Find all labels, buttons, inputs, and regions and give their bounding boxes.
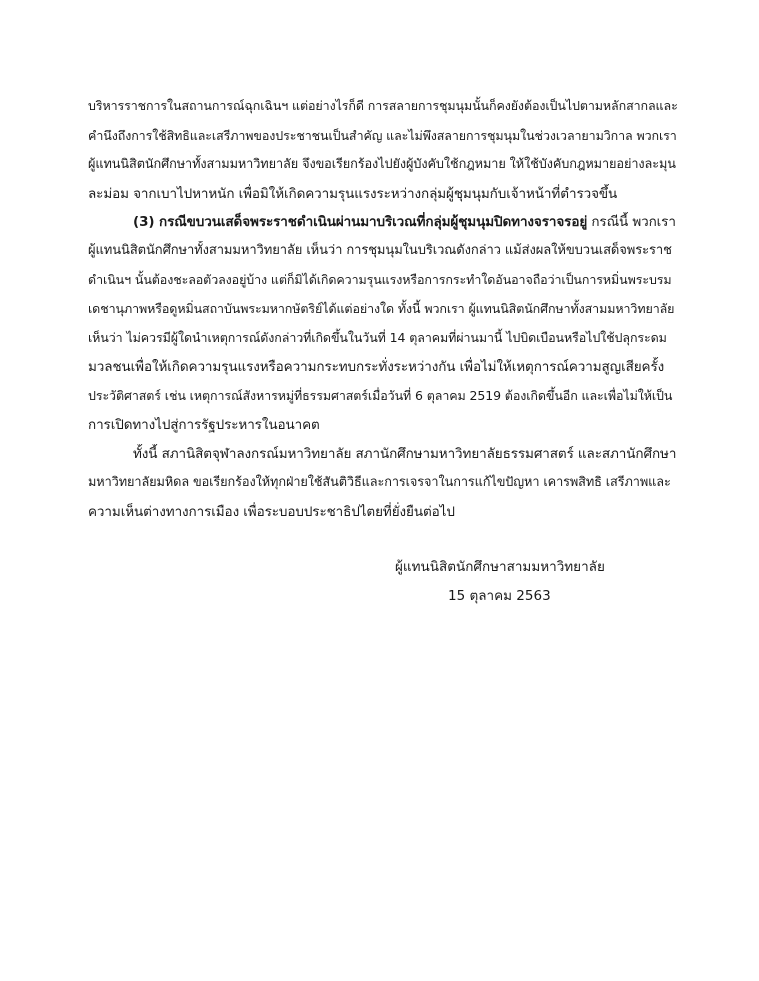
paragraph-3-first-line	[133, 212, 678, 234]
paragraph-line: ผู้แทนนิสิตนักศึกษาทั้งสามมหาวิทยาลัย จึงขอเรียกร้องไปยังผู้บังคับใช้กฎหมาย ให้ใช้บังคับกฎหมายอย่างละมุน	[88, 157, 676, 172]
paragraph-line: ประวัติศาสตร์ เช่น เหตุการณ์สังหารหมู่ที่ธรรมศาสตร์เมื่อวันที่ 6 ตุลาคม 2519 ต้องเกิดขึ้นอีก และเพื่อไม่ให้เป็น	[88, 388, 673, 403]
paragraph-line: มหาวิทยาลัยมหิดล ขอเรียกร้องให้ทุกฝ่ายใช้สันติวิธีและการเจรจาในการแก้ไขปัญหา เคารพสิทธิ เสรีภาพและ	[88, 475, 671, 490]
paragraph-line: มวลชนเพื่อให้เกิดความรุนแรงหรือความกระทบกระทั่งระหว่างกัน เพื่อไม่ให้เหตุการณ์ความสูญเสียครั้ง	[88, 359, 665, 375]
signature-date: 15 ตุลาคม 2563	[448, 588, 551, 604]
paragraph-3-first-line-rest: กรณีนี้ พวกเรา	[587, 214, 676, 230]
paragraph-line: ดำเนินฯ นั้นต้องชะลอตัวลงอยู่บ้าง แต่ก็มิได้เกิดความรุนแรงหรือการกระทำใดอันอาจถือว่าเป็นการหมิ่นพระบรม	[88, 272, 672, 287]
paragraph-line: ละม่อม จากเบาไปหาหนัก เพื่อมิให้เกิดความรุนแรงระหว่างกลุ่มผู้ชุมนุมกับเจ้าหน้าที่ตำรวจขึ้น	[88, 186, 618, 202]
paragraph-line: ความเห็นต่างทางการเมือง เพื่อระบอบประชาธิปไตยที่ยั่งยืนต่อไป	[88, 504, 455, 520]
paragraph-line: ผู้แทนนิสิตนักศึกษาทั้งสามมหาวิทยาลัย เห็นว่า การชุมนุมในบริเวณดังกล่าว แม้ส่งผลให้ขบวนเสด็จพระราช	[88, 243, 672, 258]
paragraph-line: เดชานุภาพหรือดูหมิ่นสถาบันพระมหากษัตริย์ได้แต่อย่างใด ทั้งนี้ พวกเรา ผู้แทนนิสิตนักศึกษาทั้งสามมหาวิทยาลัย	[88, 301, 675, 316]
paragraph-3-heading: (3) กรณีขบวนเสด็จพระราชดำเนินผ่านมาบริเวณที่กลุ่มผู้ชุมนุมปิดทางจราจรอยู่	[133, 214, 588, 230]
closing-first-line: ทั้งนี้ สภานิสิตจุฬาลงกรณ์มหาวิทยาลัย สภานักศึกษามหาวิทยาลัยธรรมศาสตร์ และสภานักศึกษา	[133, 446, 677, 462]
paragraph-line: คำนึงถึงการใช้สิทธิและเสรีภาพของประชาชนเป็นสำคัญ และไม่พึงสลายการชุมนุมในช่วงเวลายามวิกาล พวกเรา	[88, 128, 677, 143]
signature-name: ผู้แทนนิสิตนักศึกษาสามมหาวิทยาลัย	[395, 559, 605, 575]
paragraph-line: เห็นว่า ไม่ควรมีผู้ใดนำเหตุการณ์ดังกล่าวที่เกิดขึ้นในวันที่ 14 ตุลาคมที่ผ่านมานี้ ไปบิดเบือนหรือไปใช้ปลุกระดม	[88, 330, 667, 345]
paragraph-line: บริหารราชการในสถานการณ์ฉุกเฉินฯ แต่อย่างไรก็ดี การสลายการชุมนุมนั้นก็คงยังต้องเป็นไปตามหลักสากลและ	[88, 98, 678, 113]
paragraph-line: การเปิดทางไปสู่การรัฐประหารในอนาคต	[88, 417, 320, 433]
